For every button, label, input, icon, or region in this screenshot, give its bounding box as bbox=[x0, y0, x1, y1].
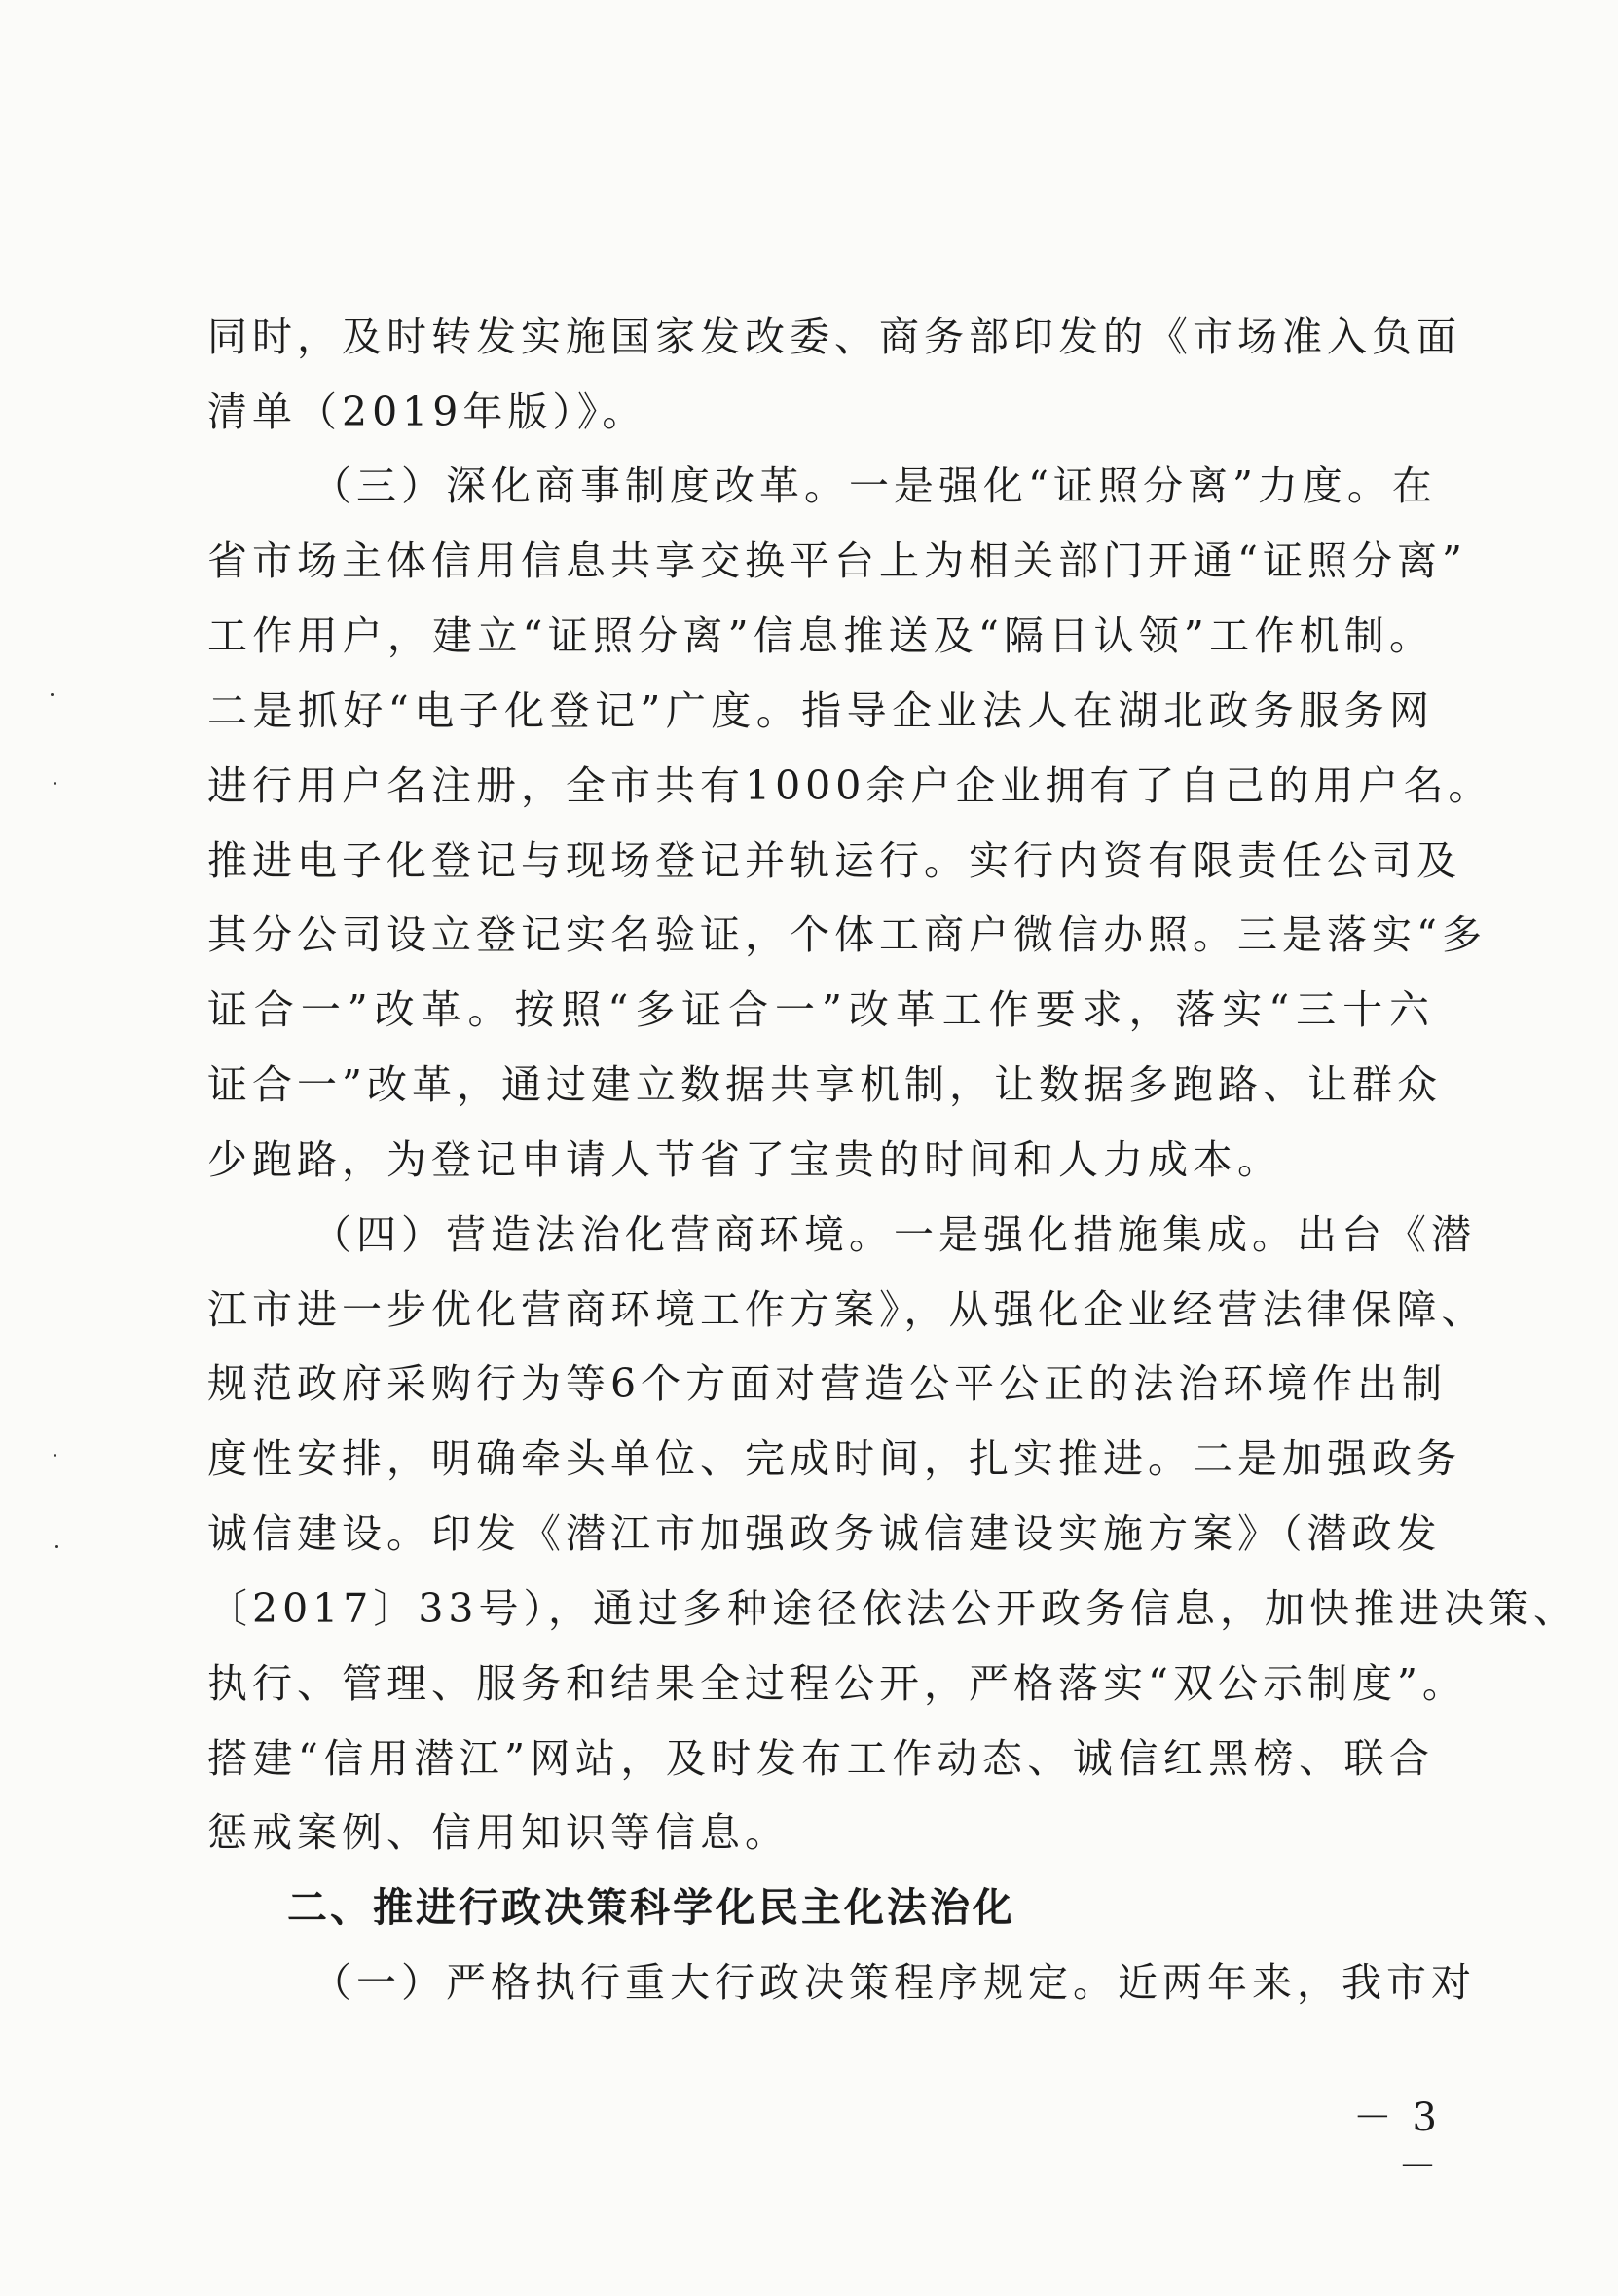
text-line: 证合一”改革。按照“多证合一”改革工作要求，落实“三十六 bbox=[207, 986, 1434, 1033]
section-heading: 二、推进行政决策科学化民主化法治化 bbox=[287, 1884, 1015, 1931]
margin-mark bbox=[54, 1454, 56, 1457]
paragraph-heading-line: （四）营造法治化营商环境。一是强化措施集成。出台《潜 bbox=[312, 1211, 1476, 1258]
text-line: 推进电子化登记与现场登记并轨运行。实行内资有限责任公司及 bbox=[207, 837, 1461, 884]
paragraph-heading-line: （三）深化商事制度改革。一是强化“证照分离”力度。在 bbox=[312, 463, 1437, 509]
margin-mark bbox=[54, 782, 56, 785]
text-line: 搭建“信用潜江”网站，及时发布工作动态、诚信红黑榜、联合 bbox=[207, 1735, 1434, 1782]
margin-mark bbox=[55, 1545, 58, 1548]
text-line: 同时，及时转发实施国家发改委、商务部印发的《市场准入负面 bbox=[207, 314, 1461, 360]
text-line: 江市进一步优化营商环境工作方案》，从强化企业经营法律保障、 bbox=[207, 1286, 1487, 1333]
text-line: 二是抓好“电子化登记”广度。指导企业法人在湖北政务服务网 bbox=[207, 687, 1434, 734]
text-line: 其分公司设立登记实名验证，个体工商户微信办照。三是落实“多 bbox=[207, 911, 1487, 958]
text-line: 诚信建设。印发《潜江市加强政务诚信建设实施方案》（潜政发 bbox=[207, 1510, 1442, 1557]
text-line: 〔2017〕33号），通过多种途径依法公开政务信息，加快推进决策、 bbox=[207, 1585, 1579, 1632]
text-line: 证合一”改革，通过建立数据共享机制，让数据多跑路、让群众 bbox=[207, 1061, 1442, 1108]
text-line: 执行、管理、服务和结果全过程公开，严格落实“双公示制度”。 bbox=[207, 1660, 1467, 1707]
text-line: 少跑路，为登记申请人节省了宝贵的时间和人力成本。 bbox=[207, 1136, 1282, 1183]
text-line: 度性安排，明确牵头单位、完成时间，扎实推进。二是加强政务 bbox=[207, 1435, 1461, 1482]
text-line: 规范政府采购行为等6个方面对营造公平公正的法治环境作出制 bbox=[207, 1360, 1448, 1407]
text-line: 惩戒案例、信用知识等信息。 bbox=[207, 1809, 790, 1856]
text-line: 清单（2019年版）》。 bbox=[207, 389, 647, 435]
text-line: 进行用户名注册，全市共有1000余户企业拥有了自己的用户名。 bbox=[207, 762, 1493, 809]
text-line: 省市场主体信用信息共享交换平台上为相关部门开通“证照分离” bbox=[207, 537, 1467, 584]
text-line: 工作用户，建立“证照分离”信息推送及“隔日认领”工作机制。 bbox=[207, 612, 1434, 659]
paragraph-heading-line: （一）严格执行重大行政决策程序规定。近两年来，我市对 bbox=[312, 1959, 1476, 2006]
margin-mark bbox=[51, 693, 54, 696]
page-number: － 3 － bbox=[1352, 2095, 1441, 2189]
